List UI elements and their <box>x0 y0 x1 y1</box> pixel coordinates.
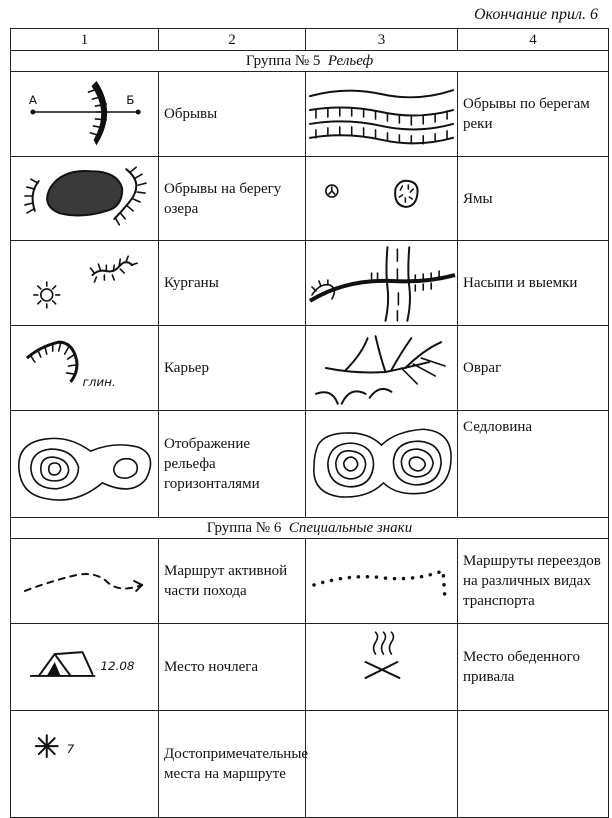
pits-icon <box>306 157 458 241</box>
legend-label-saddle: Седловина <box>458 411 609 518</box>
cliff-icon <box>11 72 159 157</box>
legend-label-transport-route: Маршруты переездов на различных видах транспорта <box>458 539 609 624</box>
column-number-1: 1 <box>11 29 159 51</box>
legend-row-routes <box>11 539 609 624</box>
appendix-title: Окончание прил. 6 <box>473 6 598 23</box>
legend-label-landmarks: Достопримечательные места на маршруте <box>159 711 306 818</box>
group-6-number: Группа № 6 <box>206 520 282 536</box>
legend-row-mounds <box>11 241 609 326</box>
legend-label-contours: Отображение рельефа горизонталями <box>159 411 306 518</box>
column-number-3: 3 <box>306 29 458 51</box>
group-6-title: Специальные знаки <box>288 520 413 536</box>
legend-row-landmarks <box>11 711 609 818</box>
legend-table <box>10 28 609 818</box>
saddle-icon <box>306 411 458 518</box>
ravine-icon <box>306 326 458 411</box>
lake-shore-cliff-icon <box>11 157 159 241</box>
legend-label-mounds: Курганы <box>159 241 306 326</box>
column-number-4: 4 <box>458 29 609 51</box>
river-bank-cliffs-icon <box>306 72 458 157</box>
legend-row-contours <box>11 411 609 518</box>
legend-label-ravine: Овраг <box>458 326 609 411</box>
legend-label-quarry: Карьер <box>159 326 306 411</box>
contour-lines-icon <box>11 411 159 518</box>
legend-row-lake-cliffs <box>11 157 609 241</box>
legend-label-pits: Ямы <box>458 157 609 241</box>
legend-label-lunch-stop: Место обеденного привала <box>458 624 609 711</box>
legend-label-camp: Место ночлега <box>159 624 306 711</box>
empty-symbol-cell <box>306 711 458 818</box>
legend-label-river-bank-cliffs: Обрывы по берегам реки <box>458 72 609 157</box>
tent-icon <box>11 624 159 711</box>
group-6-header <box>11 518 609 539</box>
column-header-row <box>11 29 609 51</box>
quarry-mark-label: глин. <box>82 374 116 389</box>
transport-route-icon <box>306 539 458 624</box>
empty-label-cell <box>458 711 609 818</box>
embankments-cuttings-icon <box>306 241 458 326</box>
active-route-icon <box>11 539 159 624</box>
landmark-number-label: 7 <box>66 742 75 757</box>
burial-mounds-icon <box>11 241 159 326</box>
legend-row-cliffs <box>11 72 609 157</box>
quarry-icon <box>11 326 159 411</box>
legend-row-quarry <box>11 326 609 411</box>
legend-label-cliffs: Обрывы <box>159 72 306 157</box>
group-5-number: Группа № 5 <box>245 53 321 69</box>
point-b-label: Б <box>126 93 135 108</box>
group-5-title: Рельеф <box>327 53 374 69</box>
tent-date-label: 12.08 <box>100 658 135 673</box>
campfire-icon <box>306 624 458 711</box>
landmark-star-icon <box>11 711 159 818</box>
legend-label-embankments: Насыпи и выемки <box>458 241 609 326</box>
point-a-label: А <box>28 93 38 108</box>
legend-label-lake-cliffs: Обрывы на берегу озера <box>159 157 306 241</box>
column-number-2: 2 <box>159 29 306 51</box>
legend-row-camp <box>11 624 609 711</box>
group-5-header <box>11 51 609 72</box>
legend-label-active-route: Маршрут активной части похода <box>159 539 306 624</box>
